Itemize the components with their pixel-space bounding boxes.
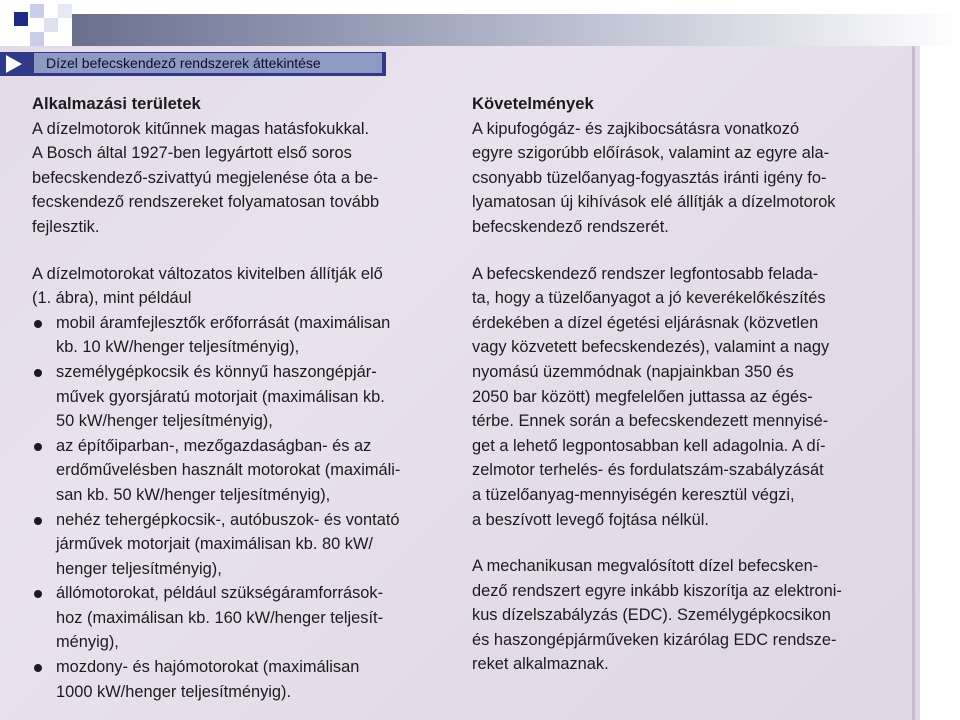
text-line: fecskendező rendszereket folyamatosan tovább — [32, 193, 380, 212]
slide-decor-square — [30, 32, 44, 46]
bullet-icon — [34, 369, 42, 377]
text-line: zelmotor terhelés- és fordulatszám-szabályzását — [472, 461, 824, 480]
slide-decor-square — [14, 12, 28, 26]
slide-title-bar — [72, 14, 960, 46]
text-line: lyamatosan új kihívások elé állítják a dízelmotorok — [472, 193, 836, 212]
text-line: hoz (maximálisan kb. 160 kW/henger teljesít- — [56, 608, 384, 627]
text-line: fejlesztik. — [32, 217, 100, 236]
list-item — [32, 508, 452, 582]
text-line: A kipufogógáz- és zajkibocsátásra vonatkozó — [472, 119, 800, 138]
text-line: A Bosch által 1927-ben legyártott első soros — [32, 144, 352, 163]
right-paragraph-3 — [472, 554, 892, 677]
text-line: vagy közvetett befecskendezés), valamint a nagy — [472, 338, 830, 357]
text-line: dező rendszert egyre inkább kiszorítja az elektroni- — [472, 581, 842, 600]
slide-decor-square — [44, 18, 58, 32]
text-line: henger teljesítményig), — [56, 559, 222, 578]
text-line: járművek motorjait (maximálisan kb. 80 kW/ — [56, 535, 373, 554]
text-line: az építőiparban-, mezőgazdaságban- és az — [56, 436, 372, 455]
bullet-list — [32, 311, 452, 705]
text-line: erdőművelésben használt motorokat (maximáli- — [56, 461, 401, 480]
text-line: 2050 bar között) megfelelően juttassa az égés- — [472, 387, 813, 406]
text-line: (1. ábra), mint például — [32, 289, 192, 308]
text-line: térbe. Ennek során a befecskendezett mennyisé- — [472, 412, 829, 431]
text-line: A befecskendező rendszer legfontosabb felada- — [472, 264, 819, 283]
bullet-icon — [34, 443, 42, 451]
right-paragraph-2 — [472, 262, 892, 533]
left-column — [32, 92, 452, 704]
text-line: mobil áramfejlesztők erőforrását (maximálisan — [56, 313, 391, 332]
list-item — [32, 581, 452, 655]
text-line: és haszongépjárműveken kizárólag EDC rendsze- — [472, 630, 837, 649]
bullet-icon — [34, 517, 42, 525]
text-line: 1000 kW/henger teljesítményig). — [56, 682, 292, 701]
text-line: érdekében a dízel égetési eljárásnak (közvetlen — [472, 313, 819, 332]
left-paragraph-2 — [32, 262, 452, 311]
bullet-icon — [34, 320, 42, 328]
text-line: A dízelmotorok kitűnnek magas hatásfokukkal. — [32, 119, 370, 138]
text-line: a beszívott levegő fojtása nélkül. — [472, 510, 709, 529]
text-line: ményig), — [56, 633, 119, 652]
text-line: személygépkocsik és könnyű haszongépjár- — [56, 362, 377, 381]
list-item — [32, 311, 452, 360]
section-header — [0, 52, 386, 76]
page-edge — [912, 46, 915, 720]
text-line: befecskendező-szivattyú megjelenése óta a be- — [32, 168, 379, 187]
right-paragraph-1 — [472, 117, 892, 240]
text-line: san kb. 50 kW/henger teljesítményig), — [56, 485, 331, 504]
text-line: mozdony- és hajómotorokat (maximálisan — [56, 658, 360, 677]
triangle-arrow-icon — [6, 55, 22, 73]
bullet-icon — [34, 664, 42, 672]
left-paragraph-1 — [32, 117, 452, 240]
text-line: nehéz tehergépkocsik-, autóbuszok- és vontató — [56, 510, 400, 529]
text-line: A dízelmotorokat változatos kivitelben állítják elő — [32, 264, 383, 283]
text-line: egyre szigorúbb előírások, valamint az egyre ala- — [472, 144, 830, 163]
list-item — [32, 655, 452, 704]
slide-decor-square — [58, 4, 72, 18]
left-heading: Alkalmazási területek — [32, 94, 201, 113]
right-column — [472, 92, 892, 677]
text-line: 50 kW/henger teljesítményig), — [56, 412, 273, 431]
right-heading: Követelmények — [472, 94, 594, 113]
slide-decor-square — [30, 4, 44, 18]
bullet-icon — [34, 590, 42, 598]
text-line: állómotorokat, például szükségáramforrások- — [56, 584, 384, 603]
text-line: csonyabb tüzelőanyag-fogyasztás iránti igény fo- — [472, 168, 827, 187]
text-line: kb. 10 kW/henger teljesítményig), — [56, 338, 300, 357]
text-line: ta, hogy a tüzelőanyagot a jó keverékelőkészítés — [472, 289, 826, 308]
text-line: reket alkalmaznak. — [472, 655, 609, 674]
text-line: befecskendező rendszerét. — [472, 217, 669, 236]
section-title: Dízel befecskendező rendszerek áttekintése — [46, 55, 321, 71]
text-line: a tüzelőanyag-mennyiségén keresztül végzi, — [472, 485, 795, 504]
text-line: művek gyorsjáratú motorjait (maximálisan kb. — [56, 387, 385, 406]
text-line: kus dízelszabályzás (EDC). Személygépkocsikon — [472, 606, 831, 625]
slide-margin — [920, 46, 960, 720]
text-line: nyomású üzemmódnak (napjainkban 350 és — [472, 362, 794, 381]
text-line: A mechanikusan megvalósított dízel befecsken- — [472, 557, 819, 576]
list-item — [32, 434, 452, 508]
text-line: get a lehető legpontosabban kell adagolnia. A dí- — [472, 436, 826, 455]
list-item — [32, 360, 452, 434]
